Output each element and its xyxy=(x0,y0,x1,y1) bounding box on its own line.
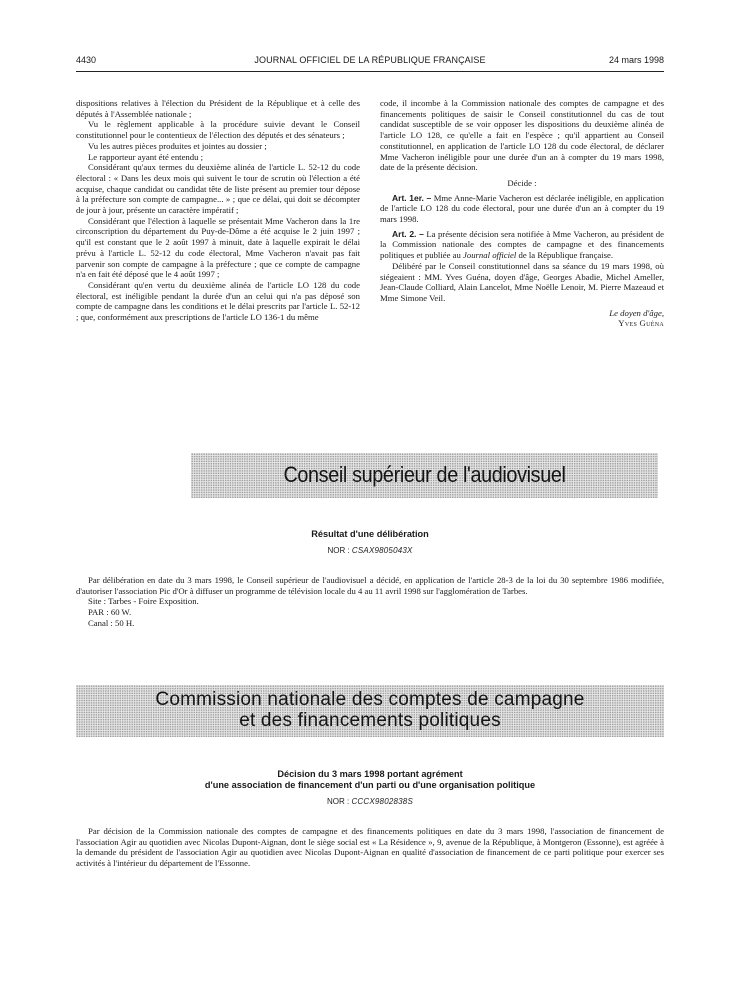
cnccfp-body xyxy=(76,826,664,869)
cnccfp-heading-line2: d'une association de financement d'un parti ou d'une organisation politique xyxy=(204,780,536,790)
header-rule xyxy=(76,71,664,72)
signature-title: Le doyen d'âge, xyxy=(609,307,664,318)
csa-heading: Résultat d'une délibération xyxy=(311,529,429,539)
cnccfp-nor xyxy=(76,797,664,806)
csa-banner xyxy=(191,453,658,498)
journal-officiel-ref: Journal officiel xyxy=(463,250,517,261)
right-paragraph: code, il incombe à la Commission nationale des comptes de campagne et des financements politiques de saisir le Conseil constitutionnel du cas de tout candidat susceptible de se voir opposer les dispositions du deuxième alinéa de l'article LO 128, ce qu'elle a fait en l'espèce ; qu'il appartient au Conseil constitutionnel, en application de l'article LO 128 du code électoral, de déclarer Mme Vacheron inéligible pour une durée d'un an à compter du 19 mars 1998, date de la présente décision. xyxy=(380,98,664,173)
cnccfp-banner xyxy=(76,685,664,737)
left-paragraph: Vu le règlement applicable à la procédure suivie devant le Conseil constitutionnel pour le contentieux de l'élection des députés et des sénateurs ; xyxy=(76,119,360,141)
deliberation-paragraph: Délibéré par le Conseil constitutionnel dans sa séance du 19 mars 1998, où siégeaient : MM. Yves Guéna, doyen d'âge, Georges Abadie, Michel Ameller, Jean-Claude Colliard, Alain Lancelot, Mme Noëlle Lenoir, M. Pierre Mazeaud et Mme Simone Veil. xyxy=(380,260,664,303)
left-paragraph: Considérant qu'aux termes du deuxième alinéa de l'article L. 52-12 du code électoral : « Dans les deux mois qui suivent le tour de scrutin où l'élection a été acquise, chaque candidat ou candidat tête de liste présent au premier tour dépose à la préfecture son compte de campagne... » ; que ce délai, qui doit se décompter de jour à jour, présente un caractère impératif ; xyxy=(76,162,360,216)
signature-name: Yves Guéna xyxy=(618,318,664,329)
article-1-text: Mme Anne-Marie Vacheron est déclarée inéligible, en application de l'article LO 128 du code électoral, pour une durée d'un an à compter du 19 mars 1998. xyxy=(380,192,665,225)
article-1 xyxy=(380,193,664,225)
left-paragraph: dispositions relatives à l'élection du Président de la République et à celle des députés à l'Assemblée nationale ; xyxy=(76,98,360,119)
nor-code: CCCX9802838S xyxy=(351,797,413,806)
csa-canal: Canal : 50 H. xyxy=(88,617,135,628)
left-paragraph: Considérant qu'en vertu du deuxième alinéa de l'article LO 128 du code électoral, est inéligible pendant la durée d'un an celui qui n'a pas déposé son compte de campagne dans les conditions et le délai prescrits par l'article L. 52-12 ; que, conformément aux prescriptions de l'article LO 136-1 du même xyxy=(76,279,360,323)
cnccfp-heading-line1: Décision du 3 mars 1998 portant agrément xyxy=(277,769,463,779)
article-2-label: Art. 2. – xyxy=(392,228,424,239)
left-paragraph: Considérant que l'élection à laquelle se présentait Mme Vacheron dans la 1re circonscription du département du Puy-de-Dôme a été acquise le 2 juin 1997 ; qu'il est constant que le 2 août 1997 à minuit, date à laquelle expirait le délai prévu à l'article L. 52-12 du code électoral, Mme Vacheron n'avait pas fait parvenir son compte de campagne à la préfecture ; que ce compte de campagne n'a en fait été déposé que le 4 août 1997 ; xyxy=(76,215,360,280)
csa-site: Site : Tarbes - Foire Exposition. xyxy=(88,596,199,607)
nor-label: NOR : xyxy=(326,797,352,806)
left-column xyxy=(76,98,360,323)
left-paragraph: Vu les autres pièces produites et jointes au dossier ; xyxy=(88,140,267,151)
nor-label: NOR : xyxy=(327,546,352,555)
issue-date: 24 mars 1998 xyxy=(608,55,664,65)
decide-heading: Décide : xyxy=(507,177,537,188)
page-header xyxy=(76,55,664,69)
page-number: 4430 xyxy=(76,55,97,65)
csa-par: PAR : 60 W. xyxy=(88,607,132,618)
left-paragraph: Le rapporteur ayant été entendu ; xyxy=(88,151,204,162)
right-column xyxy=(380,98,664,329)
csa-banner-title: Conseil supérieur de l'audiovisuel xyxy=(283,462,566,487)
article-1-label: Art. 1er. – xyxy=(392,192,432,203)
article-2-text: La présente décision sera notifiée à Mme Vacheron, au président de la Commission nationale des comptes de campagne et des financements politiques et publiée au xyxy=(380,228,664,261)
cnccfp-paragraph: Par décision de la Commission nationale des comptes de campagne et des financements politiques en date du 3 mars 1998, l'association de financement de l'association Agir au quotidien avec Nicolas Dupont-Aignan, dont le siège social est « La Résidence », 9, avenue de la République, à Montgeron (Essonne), est agréée à la demande du président de l'association Agir au quotidien avec Nicolas Dupont-Aignan en qualité d'association de financement de ce parti politique pour exercer ses activités à l'intérieur du département de l'Essonne. xyxy=(76,826,664,869)
journal-title: JOURNAL OFFICIEL DE LA RÉPUBLIQUE FRANÇAISE xyxy=(254,55,486,65)
nor-code: CSAX9805043X xyxy=(351,546,413,555)
cnccfp-heading xyxy=(76,769,664,791)
csa-paragraph: Par délibération en date du 3 mars 1998, le Conseil supérieur de l'audiovisuel a décidé, en application de l'article 28-3 de la loi du 30 septembre 1986 modifiée, d'autoriser l'association Pic d'Or à diffuser un programme de télévision locale du 4 au 11 avril 1998 sur l'agglomération de Tarbes. xyxy=(76,575,664,596)
csa-nor xyxy=(76,546,664,555)
csa-body xyxy=(76,575,664,629)
cnccfp-banner-line1: Commission nationale des comptes de campagne xyxy=(155,689,585,710)
article-2 xyxy=(380,229,664,261)
cnccfp-banner-line2: et des financements politiques xyxy=(239,710,501,731)
article-2-text-end: de la République française. xyxy=(516,250,614,261)
